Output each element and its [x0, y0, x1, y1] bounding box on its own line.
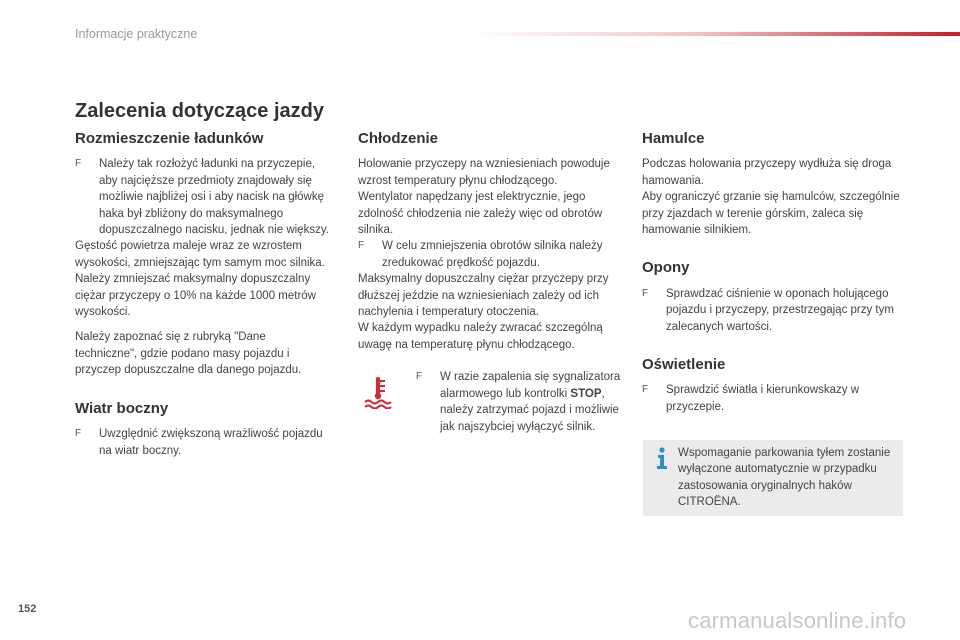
load-bullet-text: Należy tak rozłożyć ładunki na przyczepie, aby najcięższe przedmioty znajdowały się możliwie najbliżej osi i aby nacisk na główkę haka był zbliżony do maksymalnego dopuszczalnego nacisku, jednak nie większy. [99, 158, 329, 237]
cooling-paragraph-3: Maksymalny dopuszczalny ciężar przyczepy przy dłuższej jeździe na wzniesieniach zależy od ich nachylenia i temperatury otoczenia. [358, 273, 609, 319]
header-accent-bar [470, 32, 960, 36]
warning-bullet [416, 369, 623, 435]
warning-text-stop: STOP [570, 387, 602, 400]
cooling-paragraph-2: Wentylator napędzany jest elektrycznie, jego zdolność chłodzenia nie zależy więc od obrotów silnika. [358, 191, 603, 237]
load-paragraph-altitude: Gęstość powietrza maleje wraz ze wzrostem wysokości, zmniejszając tym samym moc silnika. Należy zmniejszać maksymalny dopuszczalny ciężar przyczepy o 10% na każde 1000 metrów wysokości. [75, 240, 325, 319]
tyres-bullet [642, 286, 904, 335]
page-number: 152 [18, 603, 37, 615]
bullet-marker: F [642, 384, 649, 396]
cooling-bullet [358, 238, 623, 271]
heading-lighting: Oświetlenie [642, 356, 726, 374]
heading-cooling: Chłodzenie [358, 130, 439, 147]
wind-bullet [75, 426, 330, 459]
info-box [643, 440, 903, 516]
heading-tyres: Opony [642, 259, 690, 277]
column-right [642, 131, 904, 415]
tyres-bullet-text: Sprawdzać ciśnienie w oponach holującego pojazdu i przyczepy, przestrzegając przy tym zalecanych wartości. [666, 287, 894, 333]
warning-block [358, 369, 623, 449]
bullet-marker: F [75, 158, 82, 170]
column-middle [358, 131, 623, 449]
cooling-bullet-text: W celu zmniejszenia obrotów silnika należy zredukować prędkość pojazdu. [382, 240, 603, 269]
brakes-paragraph-2: Aby ograniczyć grzanie się hamulców, szczególnie przy zjazdach w terenie górskim, zaleca się hamowanie silnikiem. [642, 191, 900, 237]
cooling-paragraph-1: Holowanie przyczepy na wzniesieniach powoduje wzrost temperatury płynu chłodzącego. [358, 158, 610, 187]
coolant-temperature-icon [363, 375, 393, 409]
heading-load-distribution: Rozmieszczenie ładunków [75, 130, 264, 147]
info-icon [653, 446, 671, 470]
header-section-label: Informacje praktyczne [75, 27, 198, 41]
load-bullet [75, 156, 330, 238]
warning-text-end: , należy zatrzymać pojazd i możliwie jak najszybciej wyłączyć silnik. [440, 387, 619, 433]
bullet-marker: F [642, 287, 649, 299]
info-text: Wspomaganie parkowania tyłem zostanie wyłączone automatycznie w przypadku zastosowania oryginalnych haków CITROËNA. [678, 447, 891, 509]
bullet-marker: F [75, 428, 82, 440]
heading-side-wind: Wiatr boczny [75, 399, 169, 417]
bullet-marker: F [358, 240, 365, 252]
warning-text-start: W razie zapalenia się sygnalizatora alarmowego lub kontrolki [440, 371, 621, 400]
lights-bullet-text: Sprawdzić światła i kierunkowskazy w przyczepie. [666, 384, 860, 413]
lights-bullet [642, 382, 904, 415]
cooling-paragraph-4: W każdym wypadku należy zwracać szczególną uwagę na temperaturę płynu chłodzącego. [358, 322, 603, 351]
page-title: Zalecenia dotyczące jazdy [75, 100, 325, 122]
brakes-paragraph-1: Podczas holowania przyczepy wydłuża się droga hamowania. [642, 158, 892, 187]
load-paragraph-tech-data: Należy zapoznać się z rubryką "Dane techniczne", gdzie podano masy pojazdu i przyczep dopuszczalne dla danego pojazdu. [75, 331, 302, 377]
wind-bullet-text: Uwzględnić zwiększoną wrażliwość pojazdu na wiatr boczny. [99, 428, 323, 457]
heading-brakes: Hamulce [642, 130, 705, 147]
watermark: carmanualsonline.info [688, 608, 907, 633]
bullet-marker: F [416, 371, 423, 383]
column-left [75, 131, 330, 459]
